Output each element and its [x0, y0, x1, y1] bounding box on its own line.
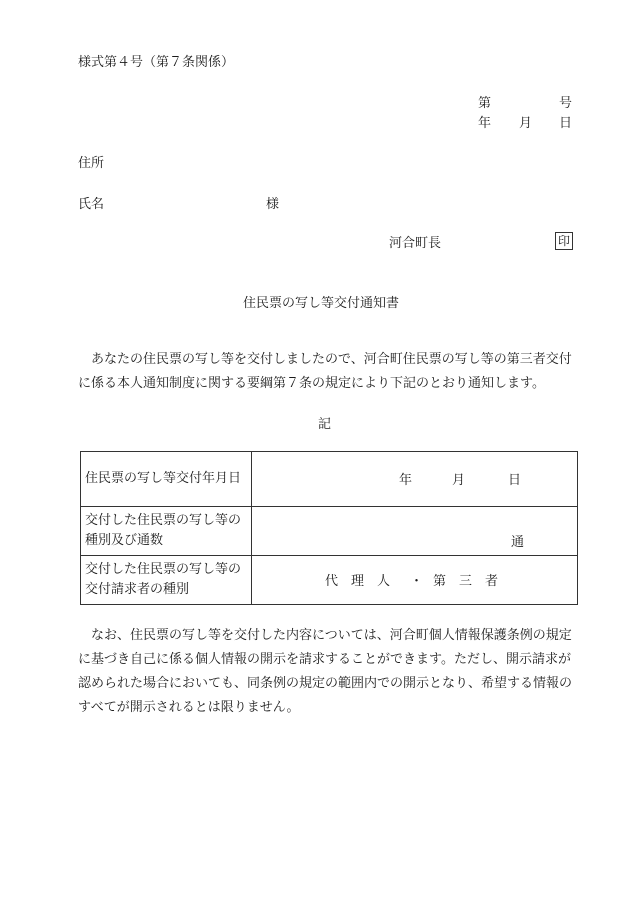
document-number-prefix: 第 [478, 96, 492, 111]
requester-option-agent: 代 理 人 [325, 574, 391, 589]
document-number-suffix: 号 [559, 96, 573, 111]
form-number: 様式第４号（第７条関係） [78, 55, 235, 70]
requester-type-value [252, 556, 578, 605]
table-row-type-count [81, 507, 578, 556]
honorific-label: 様 [266, 197, 280, 212]
intro-paragraph: あなたの住民票の写し等を交付しましたので、河合町住民票の写し等の第三者交付に係る本人通知制度に関する要綱第７条の規定により下記のとおり通知します。 [78, 352, 572, 391]
issuer-name: 河合町長 [389, 236, 442, 251]
notification-table [80, 451, 578, 605]
date-year-label: 年 [478, 116, 492, 131]
note-paragraph: なお、住民票の写し等を交付した内容については、河合町個人情報保護条例の規定に基づき自己に係る個人情報の開示を請求することができます。ただし、開示請求が認められた場合においても、同条例の規定の範囲内での開示となり、希望する情報のすべてが開示されるとは限りません。 [78, 628, 573, 715]
type-count-label: 交付した住民票の写し等の種別及び通数 [81, 507, 252, 556]
issue-date-label: 住民票の写し等交付年月日 [81, 452, 252, 507]
count-unit-label: 通 [511, 535, 525, 550]
requester-type-label: 交付した住民票の写し等の交付請求者の種別 [81, 556, 252, 605]
table-row-requester [81, 556, 578, 605]
issue-month-label: 月 [452, 473, 466, 488]
seal-mark: 印 [555, 232, 573, 250]
address-label: 住所 [78, 156, 105, 171]
date-month-label: 月 [519, 116, 533, 131]
issue-year-label: 年 [399, 473, 413, 488]
ki-label: 記 [318, 417, 332, 432]
table-row-issue-date [81, 452, 578, 507]
date-day-label: 日 [559, 116, 573, 131]
issue-day-label: 日 [508, 473, 522, 488]
document-title: 住民票の写し等交付通知書 [243, 296, 400, 311]
name-label: 氏名 [78, 197, 105, 212]
issue-date-value [252, 452, 578, 507]
type-count-value [252, 507, 578, 556]
requester-option-third-party: 第 三 者 [433, 574, 499, 589]
requester-option-separator: ・ [410, 574, 424, 589]
